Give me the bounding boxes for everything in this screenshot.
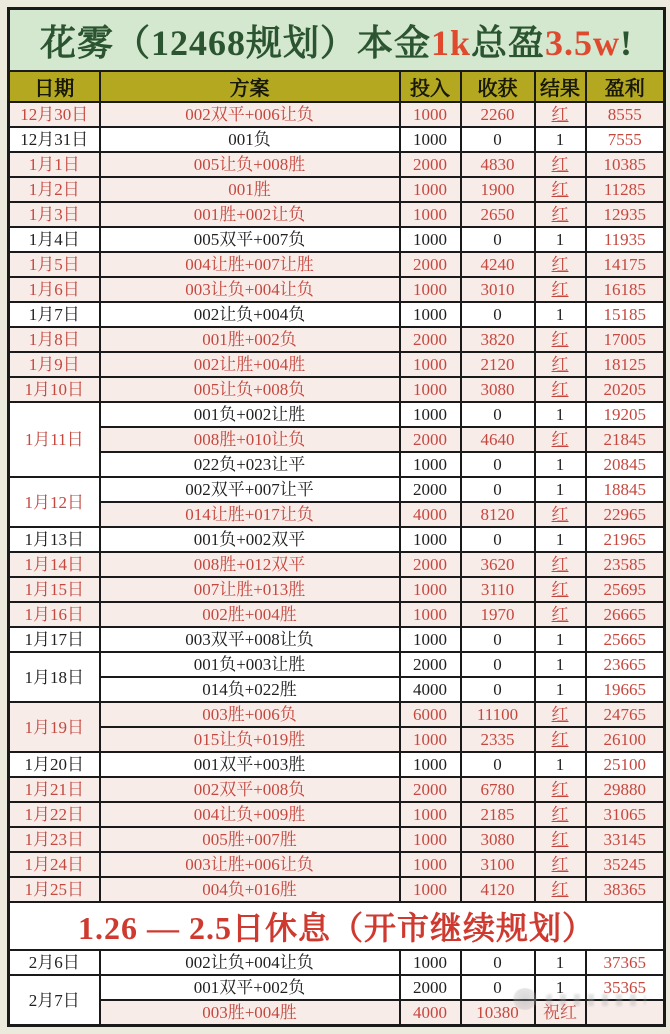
stake-cell: 1000 — [400, 527, 461, 552]
result-cell: 红 — [535, 102, 586, 127]
column-header-plan: 方案 — [100, 71, 400, 102]
gain-cell: 2120 — [461, 352, 535, 377]
stake-cell: 1000 — [400, 177, 461, 202]
profit-cell: 26665 — [586, 602, 665, 627]
result-cell: 红 — [535, 827, 586, 852]
stake-cell: 1000 — [400, 950, 461, 975]
plan-cell: 004让负+009胜 — [100, 802, 400, 827]
stake-cell: 4000 — [400, 1000, 461, 1026]
stake-cell: 1000 — [400, 227, 461, 252]
result-cell: 红 — [535, 252, 586, 277]
date-cell: 1月17日 — [9, 627, 100, 652]
profit-cell: 21845 — [586, 427, 665, 452]
gain-cell: 0 — [461, 477, 535, 502]
gain-cell: 0 — [461, 452, 535, 477]
profit-cell: 26100 — [586, 727, 665, 752]
stake-cell: 1000 — [400, 202, 461, 227]
stake-cell: 1000 — [400, 452, 461, 477]
table-row — [9, 277, 665, 302]
result-cell: 1 — [535, 677, 586, 702]
profit-cell: 35245 — [586, 852, 665, 877]
result-cell: 红 — [535, 427, 586, 452]
table-row — [9, 950, 665, 975]
page-title — [9, 9, 665, 72]
gain-cell: 2260 — [461, 102, 535, 127]
result-cell: 1 — [535, 627, 586, 652]
profit-cell: 14175 — [586, 252, 665, 277]
result-cell: 1 — [535, 127, 586, 152]
title-total-win-highlight: 3.5w — [545, 22, 621, 63]
profit-cell: 25695 — [586, 577, 665, 602]
plan-cell: 002双平+007让平 — [100, 477, 400, 502]
plan-cell: 002让负+004负 — [100, 302, 400, 327]
profit-cell: 24765 — [586, 702, 665, 727]
date-cell: 1月7日 — [9, 302, 100, 327]
column-header-profit: 盈利 — [586, 71, 665, 102]
result-cell: 1 — [535, 975, 586, 1000]
gain-cell: 0 — [461, 302, 535, 327]
plan-cell: 001胜+002负 — [100, 327, 400, 352]
plan-cell: 015让负+019胜 — [100, 727, 400, 752]
gain-cell: 3110 — [461, 577, 535, 602]
gain-cell: 4240 — [461, 252, 535, 277]
result-cell: 红 — [535, 602, 586, 627]
stake-cell: 4000 — [400, 677, 461, 702]
table-row — [9, 652, 665, 677]
gain-cell: 3080 — [461, 377, 535, 402]
table-row — [9, 752, 665, 777]
stake-cell: 1000 — [400, 852, 461, 877]
profit-cell — [586, 1000, 665, 1026]
stake-cell: 1000 — [400, 302, 461, 327]
plan-table-body — [9, 102, 665, 1026]
table-row — [9, 202, 665, 227]
plan-cell: 003让负+004让负 — [100, 277, 400, 302]
table-row — [9, 227, 665, 252]
stake-cell: 1000 — [400, 877, 461, 902]
result-cell: 1 — [535, 227, 586, 252]
profit-cell: 19665 — [586, 677, 665, 702]
stake-cell: 2000 — [400, 252, 461, 277]
stake-cell: 1000 — [400, 277, 461, 302]
table-row — [9, 1000, 665, 1026]
title-text: 花雾（12468规划）本金 — [39, 22, 431, 63]
stake-cell: 1000 — [400, 827, 461, 852]
table-row — [9, 127, 665, 152]
plan-cell: 002双平+006让负 — [100, 102, 400, 127]
gain-cell: 3620 — [461, 552, 535, 577]
stake-cell: 1000 — [400, 602, 461, 627]
stake-cell: 2000 — [400, 427, 461, 452]
profit-cell: 21965 — [586, 527, 665, 552]
gain-cell: 3010 — [461, 277, 535, 302]
date-cell: 1月19日 — [9, 702, 100, 752]
stake-cell: 1000 — [400, 102, 461, 127]
gain-cell: 8120 — [461, 502, 535, 527]
date-cell: 1月14日 — [9, 552, 100, 577]
gain-cell: 3080 — [461, 827, 535, 852]
stake-cell: 1000 — [400, 627, 461, 652]
profit-cell: 25100 — [586, 752, 665, 777]
title-row — [9, 9, 665, 72]
plan-cell: 005让负+008负 — [100, 377, 400, 402]
result-cell: 红 — [535, 352, 586, 377]
table-row — [9, 852, 665, 877]
gain-cell: 2185 — [461, 802, 535, 827]
title-text-mid: 总盈 — [471, 22, 546, 63]
header-row — [9, 71, 665, 102]
gain-cell: 11100 — [461, 702, 535, 727]
stake-cell: 1000 — [400, 752, 461, 777]
profit-cell: 12935 — [586, 202, 665, 227]
gain-cell: 2650 — [461, 202, 535, 227]
gain-cell: 0 — [461, 127, 535, 152]
stake-cell: 1000 — [400, 402, 461, 427]
gain-cell: 0 — [461, 975, 535, 1000]
plan-cell: 001负+002双平 — [100, 527, 400, 552]
result-cell: 红 — [535, 327, 586, 352]
gain-cell: 0 — [461, 227, 535, 252]
date-cell: 1月22日 — [9, 802, 100, 827]
stake-cell: 1000 — [400, 377, 461, 402]
table-row — [9, 577, 665, 602]
result-cell: 红 — [535, 577, 586, 602]
date-cell: 1月25日 — [9, 877, 100, 902]
plan-cell: 014负+022胜 — [100, 677, 400, 702]
table-row — [9, 827, 665, 852]
profit-cell: 18125 — [586, 352, 665, 377]
gain-cell: 0 — [461, 652, 535, 677]
date-cell: 1月6日 — [9, 277, 100, 302]
plan-cell: 022负+023让平 — [100, 452, 400, 477]
table-row — [9, 602, 665, 627]
gain-cell: 4640 — [461, 427, 535, 452]
table-row — [9, 302, 665, 327]
gain-cell: 2335 — [461, 727, 535, 752]
stake-cell: 6000 — [400, 702, 461, 727]
table-row — [9, 552, 665, 577]
table-row — [9, 702, 665, 727]
table-row — [9, 975, 665, 1000]
date-cell: 1月11日 — [9, 402, 100, 477]
gain-cell: 0 — [461, 527, 535, 552]
date-cell: 12月31日 — [9, 127, 100, 152]
table-row — [9, 527, 665, 552]
table-row — [9, 427, 665, 452]
plan-cell: 002双平+008负 — [100, 777, 400, 802]
title-exclamation: ! — [620, 22, 634, 63]
result-cell: 1 — [535, 652, 586, 677]
stake-cell: 1000 — [400, 802, 461, 827]
plan-cell: 001双平+002负 — [100, 975, 400, 1000]
plan-cell: 003让胜+006让负 — [100, 852, 400, 877]
plan-cell: 004让胜+007让胜 — [100, 252, 400, 277]
date-cell: 1月13日 — [9, 527, 100, 552]
result-cell: 红 — [535, 552, 586, 577]
plan-cell: 001胜 — [100, 177, 400, 202]
table-row — [9, 627, 665, 652]
profit-cell: 38365 — [586, 877, 665, 902]
stake-cell: 1000 — [400, 577, 461, 602]
table-row — [9, 452, 665, 477]
table-row — [9, 377, 665, 402]
date-cell: 1月8日 — [9, 327, 100, 352]
profit-cell: 29880 — [586, 777, 665, 802]
result-cell: 红 — [535, 777, 586, 802]
date-cell: 1月20日 — [9, 752, 100, 777]
date-cell: 1月18日 — [9, 652, 100, 702]
profit-cell: 23665 — [586, 652, 665, 677]
plan-cell: 014让胜+017让负 — [100, 502, 400, 527]
gain-cell: 1970 — [461, 602, 535, 627]
result-cell: 红 — [535, 152, 586, 177]
gain-cell: 0 — [461, 402, 535, 427]
date-cell: 1月10日 — [9, 377, 100, 402]
gain-cell: 0 — [461, 627, 535, 652]
profit-cell: 17005 — [586, 327, 665, 352]
date-cell: 1月16日 — [9, 602, 100, 627]
date-cell: 1月23日 — [9, 827, 100, 852]
result-cell: 1 — [535, 452, 586, 477]
profit-cell: 20205 — [586, 377, 665, 402]
table-row — [9, 677, 665, 702]
gain-cell: 0 — [461, 677, 535, 702]
result-cell: 红 — [535, 877, 586, 902]
plan-cell: 002胜+004胜 — [100, 602, 400, 627]
result-cell: 红 — [535, 177, 586, 202]
profit-cell: 7555 — [586, 127, 665, 152]
profit-cell: 22965 — [586, 502, 665, 527]
plan-table — [7, 7, 666, 1027]
stake-cell: 2000 — [400, 975, 461, 1000]
result-cell: 1 — [535, 527, 586, 552]
plan-cell: 002让胜+004胜 — [100, 352, 400, 377]
gain-cell: 0 — [461, 950, 535, 975]
result-cell: 红 — [535, 727, 586, 752]
profit-cell: 10385 — [586, 152, 665, 177]
stake-cell: 2000 — [400, 552, 461, 577]
stake-cell: 4000 — [400, 502, 461, 527]
result-cell: 红 — [535, 377, 586, 402]
plan-cell: 001负+002让胜 — [100, 402, 400, 427]
date-cell: 1月12日 — [9, 477, 100, 527]
stake-cell: 2000 — [400, 477, 461, 502]
profit-cell: 31065 — [586, 802, 665, 827]
stake-cell: 1000 — [400, 352, 461, 377]
plan-cell: 001负+003让胜 — [100, 652, 400, 677]
rest-banner-text: 1.26 — 2.5日休息（开市继续规划） — [9, 902, 665, 950]
gain-cell: 6780 — [461, 777, 535, 802]
plan-cell: 005双平+007负 — [100, 227, 400, 252]
date-cell: 1月4日 — [9, 227, 100, 252]
profit-cell: 25665 — [586, 627, 665, 652]
profit-cell: 19205 — [586, 402, 665, 427]
date-cell: 1月15日 — [9, 577, 100, 602]
stake-cell: 2000 — [400, 327, 461, 352]
gain-cell: 4120 — [461, 877, 535, 902]
date-cell: 1月24日 — [9, 852, 100, 877]
stake-cell: 1000 — [400, 727, 461, 752]
table-row — [9, 327, 665, 352]
result-cell: 祝红 — [535, 1000, 586, 1026]
table-row — [9, 152, 665, 177]
table-row — [9, 502, 665, 527]
column-header-result: 结果 — [535, 71, 586, 102]
profit-cell: 11285 — [586, 177, 665, 202]
plan-cell: 007让胜+013胜 — [100, 577, 400, 602]
gain-cell: 4830 — [461, 152, 535, 177]
table-row — [9, 102, 665, 127]
column-header-stake: 投入 — [400, 71, 461, 102]
result-cell: 红 — [535, 702, 586, 727]
profit-cell: 15185 — [586, 302, 665, 327]
stake-cell: 2000 — [400, 652, 461, 677]
stake-cell: 1000 — [400, 127, 461, 152]
plan-cell: 004负+016胜 — [100, 877, 400, 902]
date-cell: 2月6日 — [9, 950, 100, 975]
gain-cell: 1900 — [461, 177, 535, 202]
plan-cell: 005胜+007胜 — [100, 827, 400, 852]
date-cell: 1月9日 — [9, 352, 100, 377]
table-row — [9, 727, 665, 752]
profit-cell: 35365 — [586, 975, 665, 1000]
date-cell: 1月1日 — [9, 152, 100, 177]
result-cell: 红 — [535, 277, 586, 302]
table-row — [9, 477, 665, 502]
result-cell: 1 — [535, 302, 586, 327]
plan-cell: 003胜+006负 — [100, 702, 400, 727]
profit-cell: 18845 — [586, 477, 665, 502]
plan-cell: 008胜+012双平 — [100, 552, 400, 577]
date-cell: 2月7日 — [9, 975, 100, 1026]
profit-cell: 11935 — [586, 227, 665, 252]
plan-cell: 001负 — [100, 127, 400, 152]
table-row — [9, 802, 665, 827]
plan-cell: 001双平+003胜 — [100, 752, 400, 777]
result-cell: 红 — [535, 802, 586, 827]
date-cell: 1月5日 — [9, 252, 100, 277]
result-cell: 红 — [535, 202, 586, 227]
profit-cell: 8555 — [586, 102, 665, 127]
date-cell: 1月21日 — [9, 777, 100, 802]
table-row — [9, 877, 665, 902]
profit-cell: 16185 — [586, 277, 665, 302]
stake-cell: 2000 — [400, 152, 461, 177]
plan-cell: 003双平+008让负 — [100, 627, 400, 652]
stake-cell: 2000 — [400, 777, 461, 802]
plan-cell: 003胜+004胜 — [100, 1000, 400, 1026]
plan-cell: 008胜+010让负 — [100, 427, 400, 452]
gain-cell: 10380 — [461, 1000, 535, 1026]
profit-cell: 37365 — [586, 950, 665, 975]
result-cell: 红 — [535, 852, 586, 877]
profit-cell: 23585 — [586, 552, 665, 577]
table-row — [9, 177, 665, 202]
gain-cell: 0 — [461, 752, 535, 777]
table-row — [9, 402, 665, 427]
date-cell: 1月3日 — [9, 202, 100, 227]
gain-cell: 3100 — [461, 852, 535, 877]
result-cell: 1 — [535, 752, 586, 777]
plan-cell: 001胜+002让负 — [100, 202, 400, 227]
plan-cell: 002让负+004让负 — [100, 950, 400, 975]
date-cell: 12月30日 — [9, 102, 100, 127]
date-cell: 1月2日 — [9, 177, 100, 202]
profit-cell: 20845 — [586, 452, 665, 477]
plan-cell: 005让负+008胜 — [100, 152, 400, 177]
profit-cell: 33145 — [586, 827, 665, 852]
table-row — [9, 777, 665, 802]
column-header-date: 日期 — [9, 71, 100, 102]
result-cell: 1 — [535, 477, 586, 502]
column-header-gain: 收获 — [461, 71, 535, 102]
result-cell: 红 — [535, 502, 586, 527]
result-cell: 1 — [535, 402, 586, 427]
table-row — [9, 252, 665, 277]
title-principal-highlight: 1k — [430, 22, 472, 63]
result-cell: 1 — [535, 950, 586, 975]
rest-banner-row — [9, 902, 665, 950]
gain-cell: 3820 — [461, 327, 535, 352]
table-row — [9, 352, 665, 377]
